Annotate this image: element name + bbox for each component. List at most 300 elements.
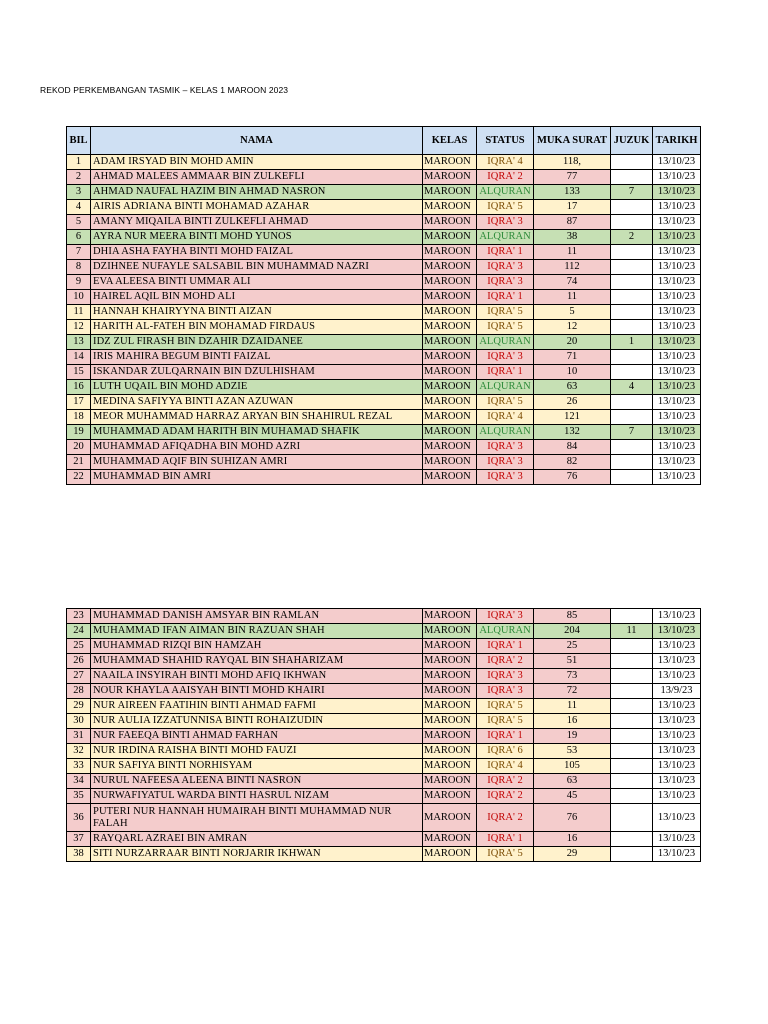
status-cell: IQRA' 5 <box>477 395 534 410</box>
row-number: 35 <box>67 789 91 804</box>
juzuk-cell <box>611 654 653 669</box>
page-number-cell: 10 <box>534 365 611 380</box>
date-cell: 13/10/23 <box>653 425 701 440</box>
row-number: 17 <box>67 395 91 410</box>
juzuk-cell <box>611 305 653 320</box>
page-number-cell: 29 <box>534 847 611 862</box>
header-juzuk: JUZUK <box>611 127 653 155</box>
page-number-cell: 26 <box>534 395 611 410</box>
juzuk-cell <box>611 395 653 410</box>
header-muka-surat: MUKA SURAT <box>534 127 611 155</box>
status-cell: ALQURAN <box>477 380 534 395</box>
juzuk-cell <box>611 729 653 744</box>
header-nama: NAMA <box>91 127 423 155</box>
student-name: AYRA NUR MEERA BINTI MOHD YUNOS <box>91 230 423 245</box>
date-cell: 13/9/23 <box>653 684 701 699</box>
page-number-cell: 20 <box>534 335 611 350</box>
table-row <box>67 155 701 170</box>
header-status: STATUS <box>477 127 534 155</box>
juzuk-cell <box>611 245 653 260</box>
page-number-cell: 63 <box>534 380 611 395</box>
status-cell: IQRA' 3 <box>477 684 534 699</box>
class-cell: MAROON <box>423 365 477 380</box>
table-row <box>67 470 701 485</box>
table-row <box>67 440 701 455</box>
class-cell: MAROON <box>423 410 477 425</box>
juzuk-cell <box>611 804 653 832</box>
student-name: NURWAFIYATUL WARDA BINTI HASRUL NIZAM <box>91 789 423 804</box>
class-cell: MAROON <box>423 714 477 729</box>
date-cell: 13/10/23 <box>653 260 701 275</box>
table-row <box>67 789 701 804</box>
student-name: HAIREL AQIL BIN MOHD ALI <box>91 290 423 305</box>
page-number-cell: 5 <box>534 305 611 320</box>
student-name: LUTH UQAIL BIN MOHD ADZIE <box>91 380 423 395</box>
table-header-row <box>67 127 701 155</box>
student-name: HANNAH KHAIRYYNA BINTI AIZAN <box>91 305 423 320</box>
table-row <box>67 714 701 729</box>
status-cell: IQRA' 3 <box>477 669 534 684</box>
juzuk-cell <box>611 200 653 215</box>
student-name: NUR AIREEN FAATIHIN BINTI AHMAD FAFMI <box>91 699 423 714</box>
juzuk-cell <box>611 410 653 425</box>
juzuk-cell <box>611 320 653 335</box>
class-cell: MAROON <box>423 200 477 215</box>
juzuk-cell <box>611 609 653 624</box>
status-cell: IQRA' 1 <box>477 832 534 847</box>
student-name: MUHAMMAD BIN AMRI <box>91 470 423 485</box>
date-cell: 13/10/23 <box>653 669 701 684</box>
table-1-body <box>67 155 701 485</box>
row-number: 10 <box>67 290 91 305</box>
juzuk-cell: 1 <box>611 335 653 350</box>
table-row <box>67 395 701 410</box>
status-cell: IQRA' 2 <box>477 774 534 789</box>
status-cell: IQRA' 3 <box>477 609 534 624</box>
status-cell: ALQURAN <box>477 335 534 350</box>
page-number-cell: 19 <box>534 729 611 744</box>
class-cell: MAROON <box>423 155 477 170</box>
row-number: 9 <box>67 275 91 290</box>
page-number-cell: 87 <box>534 215 611 230</box>
class-cell: MAROON <box>423 185 477 200</box>
page-number-cell: 11 <box>534 699 611 714</box>
student-name: AMANY MIQAILA BINTI ZULKEFLI AHMAD <box>91 215 423 230</box>
row-number: 23 <box>67 609 91 624</box>
class-cell: MAROON <box>423 684 477 699</box>
page-number-cell: 76 <box>534 804 611 832</box>
page-number-cell: 51 <box>534 654 611 669</box>
table-row <box>67 350 701 365</box>
page-number-cell: 77 <box>534 170 611 185</box>
table-row <box>67 260 701 275</box>
juzuk-cell <box>611 275 653 290</box>
status-cell: IQRA' 6 <box>477 744 534 759</box>
status-cell: IQRA' 2 <box>477 789 534 804</box>
date-cell: 13/10/23 <box>653 440 701 455</box>
student-name: AHMAD MALEES AMMAAR BIN ZULKEFLI <box>91 170 423 185</box>
date-cell: 13/10/23 <box>653 609 701 624</box>
date-cell: 13/10/23 <box>653 335 701 350</box>
class-cell: MAROON <box>423 729 477 744</box>
progress-table-1 <box>66 126 701 485</box>
juzuk-cell: 11 <box>611 624 653 639</box>
header-kelas: KELAS <box>423 127 477 155</box>
page-number-cell: 16 <box>534 714 611 729</box>
page-number-cell: 118, <box>534 155 611 170</box>
header-tarikh: TARIKH <box>653 127 701 155</box>
class-cell: MAROON <box>423 470 477 485</box>
status-cell: IQRA' 3 <box>477 260 534 275</box>
row-number: 24 <box>67 624 91 639</box>
status-cell: IQRA' 5 <box>477 200 534 215</box>
student-name: AIRIS ADRIANA BINTI MOHAMAD AZAHAR <box>91 200 423 215</box>
date-cell: 13/10/23 <box>653 395 701 410</box>
document-title: REKOD PERKEMBANGAN TASMIK – KELAS 1 MAROON 2023 <box>40 85 289 95</box>
table-row <box>67 759 701 774</box>
student-name: MUHAMMAD ADAM HARITH BIN MUHAMAD SHAFIK <box>91 425 423 440</box>
page-number-cell: 45 <box>534 789 611 804</box>
student-name: MUHAMMAD SHAHID RAYQAL BIN SHAHARIZAM <box>91 654 423 669</box>
table-row <box>67 320 701 335</box>
page-number-cell: 105 <box>534 759 611 774</box>
student-name: SITI NURZARRAAR BINTI NORJARIR IKHWAN <box>91 847 423 862</box>
page-number-cell: 71 <box>534 350 611 365</box>
table-row <box>67 275 701 290</box>
status-cell: IQRA' 5 <box>477 305 534 320</box>
page-number-cell: 121 <box>534 410 611 425</box>
row-number: 38 <box>67 847 91 862</box>
juzuk-cell <box>611 365 653 380</box>
status-cell: IQRA' 3 <box>477 350 534 365</box>
row-number: 28 <box>67 684 91 699</box>
row-number: 13 <box>67 335 91 350</box>
student-name: RAYQARL AZRAEI BIN AMRAN <box>91 832 423 847</box>
table-row <box>67 230 701 245</box>
row-number: 34 <box>67 774 91 789</box>
date-cell: 13/10/23 <box>653 804 701 832</box>
table-row <box>67 729 701 744</box>
table-row <box>67 744 701 759</box>
table-row <box>67 804 701 832</box>
class-cell: MAROON <box>423 669 477 684</box>
juzuk-cell <box>611 170 653 185</box>
status-cell: IQRA' 3 <box>477 275 534 290</box>
row-number: 14 <box>67 350 91 365</box>
table-row <box>67 847 701 862</box>
class-cell: MAROON <box>423 759 477 774</box>
date-cell: 13/10/23 <box>653 215 701 230</box>
date-cell: 13/10/23 <box>653 320 701 335</box>
date-cell: 13/10/23 <box>653 170 701 185</box>
date-cell: 13/10/23 <box>653 230 701 245</box>
row-number: 12 <box>67 320 91 335</box>
status-cell: ALQURAN <box>477 185 534 200</box>
class-cell: MAROON <box>423 847 477 862</box>
row-number: 16 <box>67 380 91 395</box>
page-number-cell: 16 <box>534 832 611 847</box>
juzuk-cell <box>611 744 653 759</box>
date-cell: 13/10/23 <box>653 455 701 470</box>
class-cell: MAROON <box>423 440 477 455</box>
table-row <box>67 639 701 654</box>
row-number: 27 <box>67 669 91 684</box>
table-row <box>67 410 701 425</box>
row-number: 7 <box>67 245 91 260</box>
juzuk-cell <box>611 669 653 684</box>
table-row <box>67 832 701 847</box>
row-number: 3 <box>67 185 91 200</box>
table-row <box>67 654 701 669</box>
date-cell: 13/10/23 <box>653 185 701 200</box>
date-cell: 13/10/23 <box>653 245 701 260</box>
status-cell: IQRA' 5 <box>477 320 534 335</box>
status-cell: ALQURAN <box>477 230 534 245</box>
class-cell: MAROON <box>423 230 477 245</box>
class-cell: MAROON <box>423 699 477 714</box>
row-number: 31 <box>67 729 91 744</box>
table-row <box>67 609 701 624</box>
date-cell: 13/10/23 <box>653 380 701 395</box>
class-cell: MAROON <box>423 654 477 669</box>
date-cell: 13/10/23 <box>653 275 701 290</box>
table-row <box>67 684 701 699</box>
juzuk-cell <box>611 774 653 789</box>
table-row <box>67 699 701 714</box>
juzuk-cell <box>611 470 653 485</box>
status-cell: IQRA' 3 <box>477 455 534 470</box>
class-cell: MAROON <box>423 245 477 260</box>
class-cell: MAROON <box>423 350 477 365</box>
class-cell: MAROON <box>423 275 477 290</box>
table-row <box>67 624 701 639</box>
student-name: EVA ALEESA BINTI UMMAR ALI <box>91 275 423 290</box>
class-cell: MAROON <box>423 624 477 639</box>
student-name: MUHAMMAD RIZQI BIN HAMZAH <box>91 639 423 654</box>
status-cell: IQRA' 2 <box>477 170 534 185</box>
date-cell: 13/10/23 <box>653 410 701 425</box>
student-name: NUR AULIA IZZATUNNISA BINTI ROHAIZUDIN <box>91 714 423 729</box>
status-cell: IQRA' 5 <box>477 699 534 714</box>
class-cell: MAROON <box>423 804 477 832</box>
class-cell: MAROON <box>423 639 477 654</box>
table-row <box>67 305 701 320</box>
student-name: MUHAMMAD AQIF BIN SUHIZAN AMRI <box>91 455 423 470</box>
row-number: 2 <box>67 170 91 185</box>
row-number: 4 <box>67 200 91 215</box>
table-row <box>67 669 701 684</box>
page-number-cell: 38 <box>534 230 611 245</box>
student-name: IDZ ZUL FIRASH BIN DZAHIR DZAIDANEE <box>91 335 423 350</box>
student-name: NUR SAFIYA BINTI NORHISYAM <box>91 759 423 774</box>
table-row <box>67 290 701 305</box>
juzuk-cell <box>611 639 653 654</box>
status-cell: IQRA' 5 <box>477 714 534 729</box>
juzuk-cell <box>611 215 653 230</box>
row-number: 21 <box>67 455 91 470</box>
juzuk-cell <box>611 699 653 714</box>
date-cell: 13/10/23 <box>653 774 701 789</box>
class-cell: MAROON <box>423 425 477 440</box>
row-number: 37 <box>67 832 91 847</box>
juzuk-cell <box>611 832 653 847</box>
header-bil: BIL <box>67 127 91 155</box>
juzuk-cell <box>611 290 653 305</box>
status-cell: IQRA' 4 <box>477 759 534 774</box>
status-cell: IQRA' 1 <box>477 729 534 744</box>
class-cell: MAROON <box>423 395 477 410</box>
page-number-cell: 17 <box>534 200 611 215</box>
page-number-cell: 85 <box>534 609 611 624</box>
class-cell: MAROON <box>423 609 477 624</box>
page-number-cell: 72 <box>534 684 611 699</box>
table-row <box>67 335 701 350</box>
row-number: 32 <box>67 744 91 759</box>
status-cell: IQRA' 4 <box>477 155 534 170</box>
class-cell: MAROON <box>423 290 477 305</box>
juzuk-cell <box>611 350 653 365</box>
row-number: 33 <box>67 759 91 774</box>
date-cell: 13/10/23 <box>653 847 701 862</box>
student-name: IRIS MAHIRA BEGUM BINTI FAIZAL <box>91 350 423 365</box>
status-cell: IQRA' 1 <box>477 290 534 305</box>
student-name: NUR IRDINA RAISHA BINTI MOHD FAUZI <box>91 744 423 759</box>
date-cell: 13/10/23 <box>653 789 701 804</box>
table-row <box>67 200 701 215</box>
class-cell: MAROON <box>423 789 477 804</box>
student-name: HARITH AL-FATEH BIN MOHAMAD FIRDAUS <box>91 320 423 335</box>
row-number: 8 <box>67 260 91 275</box>
juzuk-cell <box>611 684 653 699</box>
class-cell: MAROON <box>423 215 477 230</box>
class-cell: MAROON <box>423 832 477 847</box>
juzuk-cell <box>611 847 653 862</box>
student-name: NURUL NAFEESA ALEENA BINTI NASRON <box>91 774 423 789</box>
row-number: 18 <box>67 410 91 425</box>
table-row <box>67 425 701 440</box>
status-cell: ALQURAN <box>477 425 534 440</box>
juzuk-cell: 7 <box>611 425 653 440</box>
date-cell: 13/10/23 <box>653 714 701 729</box>
table-row <box>67 365 701 380</box>
class-cell: MAROON <box>423 305 477 320</box>
date-cell: 13/10/23 <box>653 305 701 320</box>
row-number: 26 <box>67 654 91 669</box>
student-name: ADAM IRSYAD BIN MOHD AMIN <box>91 155 423 170</box>
date-cell: 13/10/23 <box>653 365 701 380</box>
date-cell: 13/10/23 <box>653 759 701 774</box>
status-cell: IQRA' 5 <box>477 847 534 862</box>
juzuk-cell: 2 <box>611 230 653 245</box>
status-cell: IQRA' 1 <box>477 245 534 260</box>
date-cell: 13/10/23 <box>653 200 701 215</box>
juzuk-cell <box>611 759 653 774</box>
status-cell: IQRA' 2 <box>477 654 534 669</box>
page-number-cell: 84 <box>534 440 611 455</box>
table-row <box>67 215 701 230</box>
row-number: 5 <box>67 215 91 230</box>
class-cell: MAROON <box>423 455 477 470</box>
table-row <box>67 185 701 200</box>
page-number-cell: 76 <box>534 470 611 485</box>
table-row <box>67 245 701 260</box>
status-cell: IQRA' 3 <box>477 470 534 485</box>
student-name: MUHAMMAD IFAN AIMAN BIN RAZUAN SHAH <box>91 624 423 639</box>
status-cell: IQRA' 1 <box>477 365 534 380</box>
class-cell: MAROON <box>423 260 477 275</box>
page-number-cell: 74 <box>534 275 611 290</box>
class-cell: MAROON <box>423 744 477 759</box>
juzuk-cell <box>611 440 653 455</box>
juzuk-cell: 4 <box>611 380 653 395</box>
student-name: AHMAD NAUFAL HAZIM BIN AHMAD NASRON <box>91 185 423 200</box>
row-number: 20 <box>67 440 91 455</box>
page-number-cell: 133 <box>534 185 611 200</box>
date-cell: 13/10/23 <box>653 654 701 669</box>
page-number-cell: 73 <box>534 669 611 684</box>
student-name: MUHAMMAD DANISH AMSYAR BIN RAMLAN <box>91 609 423 624</box>
date-cell: 13/10/23 <box>653 350 701 365</box>
row-number: 19 <box>67 425 91 440</box>
page-number-cell: 204 <box>534 624 611 639</box>
class-cell: MAROON <box>423 774 477 789</box>
page-number-cell: 112 <box>534 260 611 275</box>
class-cell: MAROON <box>423 335 477 350</box>
date-cell: 13/10/23 <box>653 699 701 714</box>
row-number: 30 <box>67 714 91 729</box>
table-row <box>67 774 701 789</box>
date-cell: 13/10/23 <box>653 624 701 639</box>
status-cell: IQRA' 3 <box>477 215 534 230</box>
table-row <box>67 455 701 470</box>
student-name: ISKANDAR ZULQARNAIN BIN DZULHISHAM <box>91 365 423 380</box>
status-cell: ALQURAN <box>477 624 534 639</box>
status-cell: IQRA' 4 <box>477 410 534 425</box>
student-name: NOUR KHAYLA AAISYAH BINTI MOHD KHAIRI <box>91 684 423 699</box>
date-cell: 13/10/23 <box>653 832 701 847</box>
date-cell: 13/10/23 <box>653 639 701 654</box>
juzuk-cell <box>611 260 653 275</box>
progress-table-2 <box>66 608 701 862</box>
page-number-cell: 11 <box>534 290 611 305</box>
date-cell: 13/10/23 <box>653 155 701 170</box>
class-cell: MAROON <box>423 320 477 335</box>
date-cell: 13/10/23 <box>653 290 701 305</box>
student-name: DZIHNEE NUFAYLE SALSABIL BIN MUHAMMAD NAZRI <box>91 260 423 275</box>
page-number-cell: 11 <box>534 245 611 260</box>
student-name: NAAILA INSYIRAH BINTI MOHD AFIQ IKHWAN <box>91 669 423 684</box>
table-2-body <box>67 609 701 862</box>
class-cell: MAROON <box>423 170 477 185</box>
student-name: PUTERI NUR HANNAH HUMAIRAH BINTI MUHAMMAD NUR FALAH <box>91 804 423 832</box>
class-cell: MAROON <box>423 380 477 395</box>
row-number: 22 <box>67 470 91 485</box>
table-row <box>67 170 701 185</box>
row-number: 36 <box>67 804 91 832</box>
row-number: 11 <box>67 305 91 320</box>
student-name: DHIA ASHA FAYHA BINTI MOHD FAIZAL <box>91 245 423 260</box>
page-number-cell: 25 <box>534 639 611 654</box>
student-name: NUR FAEEQA BINTI AHMAD FARHAN <box>91 729 423 744</box>
date-cell: 13/10/23 <box>653 470 701 485</box>
page-number-cell: 53 <box>534 744 611 759</box>
table-row <box>67 380 701 395</box>
status-cell: IQRA' 3 <box>477 440 534 455</box>
page-number-cell: 82 <box>534 455 611 470</box>
juzuk-cell <box>611 789 653 804</box>
status-cell: IQRA' 1 <box>477 639 534 654</box>
student-name: MEDINA SAFIYYA BINTI AZAN AZUWAN <box>91 395 423 410</box>
